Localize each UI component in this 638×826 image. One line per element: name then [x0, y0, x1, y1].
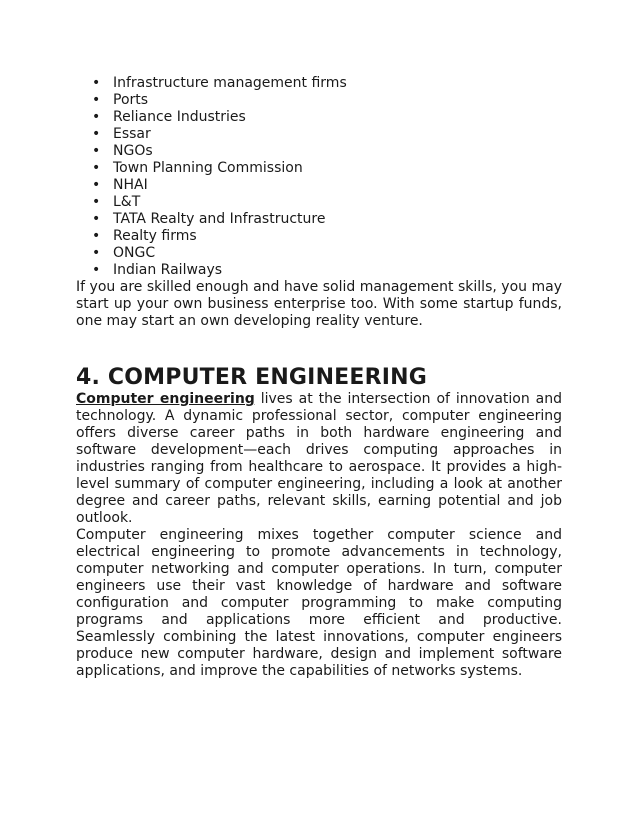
intro-paragraph-text: lives at the intersection of innovation and technology. A dynamic professional sector, computer engineering offers diverse career paths in both hardware engineering and software development—each drives computing approaches in industries ranging from healthcare to aerospace. It provides a high-level summary of computer engineering, including a look at another degree and career paths, relevant skills, earning potential and job outlook. [76, 391, 562, 526]
bullet-icon: • [92, 245, 101, 261]
bullet-icon: • [92, 160, 101, 176]
computer-engineering-link[interactable]: Computer engineering [76, 391, 255, 407]
list-item-text: Realty firms [113, 228, 197, 244]
list-item [76, 262, 562, 279]
list-item [76, 245, 562, 262]
bullet-icon: • [92, 143, 101, 159]
list-item-text: Ports [113, 92, 149, 108]
list-item-text: Town Planning Commission [113, 160, 303, 176]
bullet-icon: • [92, 126, 101, 142]
list-item [76, 126, 562, 143]
bullet-icon: • [92, 262, 101, 278]
list-item [76, 75, 562, 92]
list-item-text: Essar [113, 126, 151, 142]
bullet-icon: • [92, 194, 101, 210]
employer-list [76, 75, 562, 279]
list-item [76, 211, 562, 228]
section-heading: 4. COMPUTER ENGINEERING [76, 365, 428, 390]
bullet-icon: • [92, 109, 101, 125]
intro-paragraph [76, 391, 562, 527]
list-item [76, 228, 562, 245]
bullet-icon: • [92, 75, 101, 91]
list-item-text: Reliance Industries [113, 109, 246, 125]
startup-paragraph: If you are skilled enough and have solid management skills, you may start up your own business enterprise too. With some startup funds, one may start an own developing reality venture. [76, 279, 562, 329]
list-item-text: TATA Realty and Infrastructure [113, 211, 326, 227]
list-item [76, 177, 562, 194]
list-item [76, 109, 562, 126]
bullet-icon: • [92, 228, 101, 244]
list-item-text: Indian Railways [113, 262, 223, 278]
description-paragraph: Computer engineering mixes together computer science and electrical engineering to promote advancements in technology, computer networking and computer operations. In turn, computer engineers use their vast knowledge of hardware and software configuration and computer programming to make computing programs and applications more efficient and productive. Seamlessly combining the latest innovations, computer engineers produce new computer hardware, design and implement software applications, and improve the capabilities of networks systems. [76, 527, 562, 679]
bullet-icon: • [92, 92, 101, 108]
list-item-text: L&T [113, 194, 141, 210]
list-item-text: ONGC [113, 245, 156, 261]
list-item [76, 194, 562, 211]
list-item-text: Infrastructure management firms [113, 75, 347, 91]
list-item [76, 92, 562, 109]
bullet-icon: • [92, 177, 101, 193]
document-page [76, 75, 562, 680]
bullet-icon: • [92, 211, 101, 227]
list-item-text: NHAI [113, 177, 148, 193]
list-item-text: NGOs [113, 143, 153, 159]
list-item [76, 160, 562, 177]
list-item [76, 143, 562, 160]
